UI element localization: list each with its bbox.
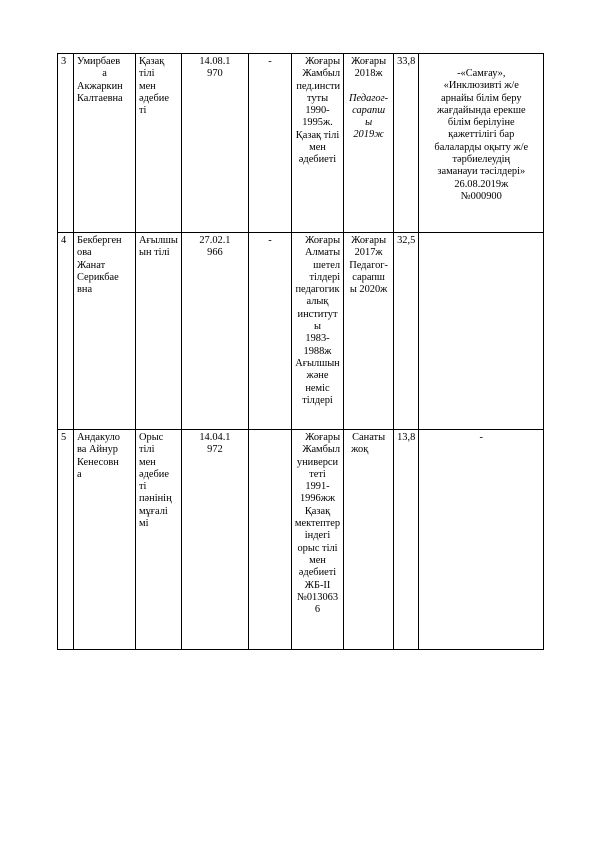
category: Жоғары 2018ж Педагог- сарапш ы 2019ж [344, 54, 394, 233]
dash-cell [248, 430, 291, 650]
staff-table [57, 53, 544, 650]
birth-date: 27.02.1 966 [181, 233, 248, 430]
row-number: 5 [58, 430, 74, 650]
education: Жоғары Алматы шетел тілдері педагогик алық институт ы 1983- 1988ж Ағылшын және неміс тілдері [291, 233, 343, 430]
dash-cell: - [248, 233, 291, 430]
teacher-name: Андакуло ва Айнур Кенесовн а [74, 430, 136, 650]
subject: Орыс тілі мен әдебие ті пәнінің мұғалі мі [136, 430, 182, 650]
courses [419, 233, 544, 430]
experience: 33,8 [394, 54, 419, 233]
subject: Қазақ тілі мен әдебие ті [136, 54, 182, 233]
teacher-name: Умирбаев а Акжаркин Калтаевна [74, 54, 136, 233]
table-row [58, 54, 544, 233]
teacher-name: Бекберген ова Жанат Серикбае вна [74, 233, 136, 430]
education: Жоғары Жамбыл универси теті 1991- 1996жж Қазақ мектептер індегі орыс тілі мен әдебиеті ЖБ-II №013063 6 [291, 430, 343, 650]
birth-date: 14.04.1 972 [181, 430, 248, 650]
row-number: 3 [58, 54, 74, 233]
birth-date: 14.08.1 970 [181, 54, 248, 233]
experience: 32,5 [394, 233, 419, 430]
courses: - [419, 430, 544, 650]
category: Санаты жоқ [344, 430, 394, 650]
subject: Ағылшы ын тілі [136, 233, 182, 430]
courses: -«Самғау», «Инклюзивті ж/е арнайы білім беру жағдайында ерекше білім берілуіне қажеттілігі бар балаларды оқыту ж/е тәрбиелеудің заманауи тәсілдері» 26.08.2019ж №000900 [419, 54, 544, 233]
table-row [58, 233, 544, 430]
category: Жоғары 2017ж Педагог- сарапш ы 2020ж [344, 233, 394, 430]
experience: 13,8 [394, 430, 419, 650]
dash-cell: - [248, 54, 291, 233]
row-number: 4 [58, 233, 74, 430]
education: Жоғары Жамбыл пед.инсти туты 1990- 1995ж. Қазақ тілі мен әдебиеті [291, 54, 343, 233]
table-row [58, 430, 544, 650]
